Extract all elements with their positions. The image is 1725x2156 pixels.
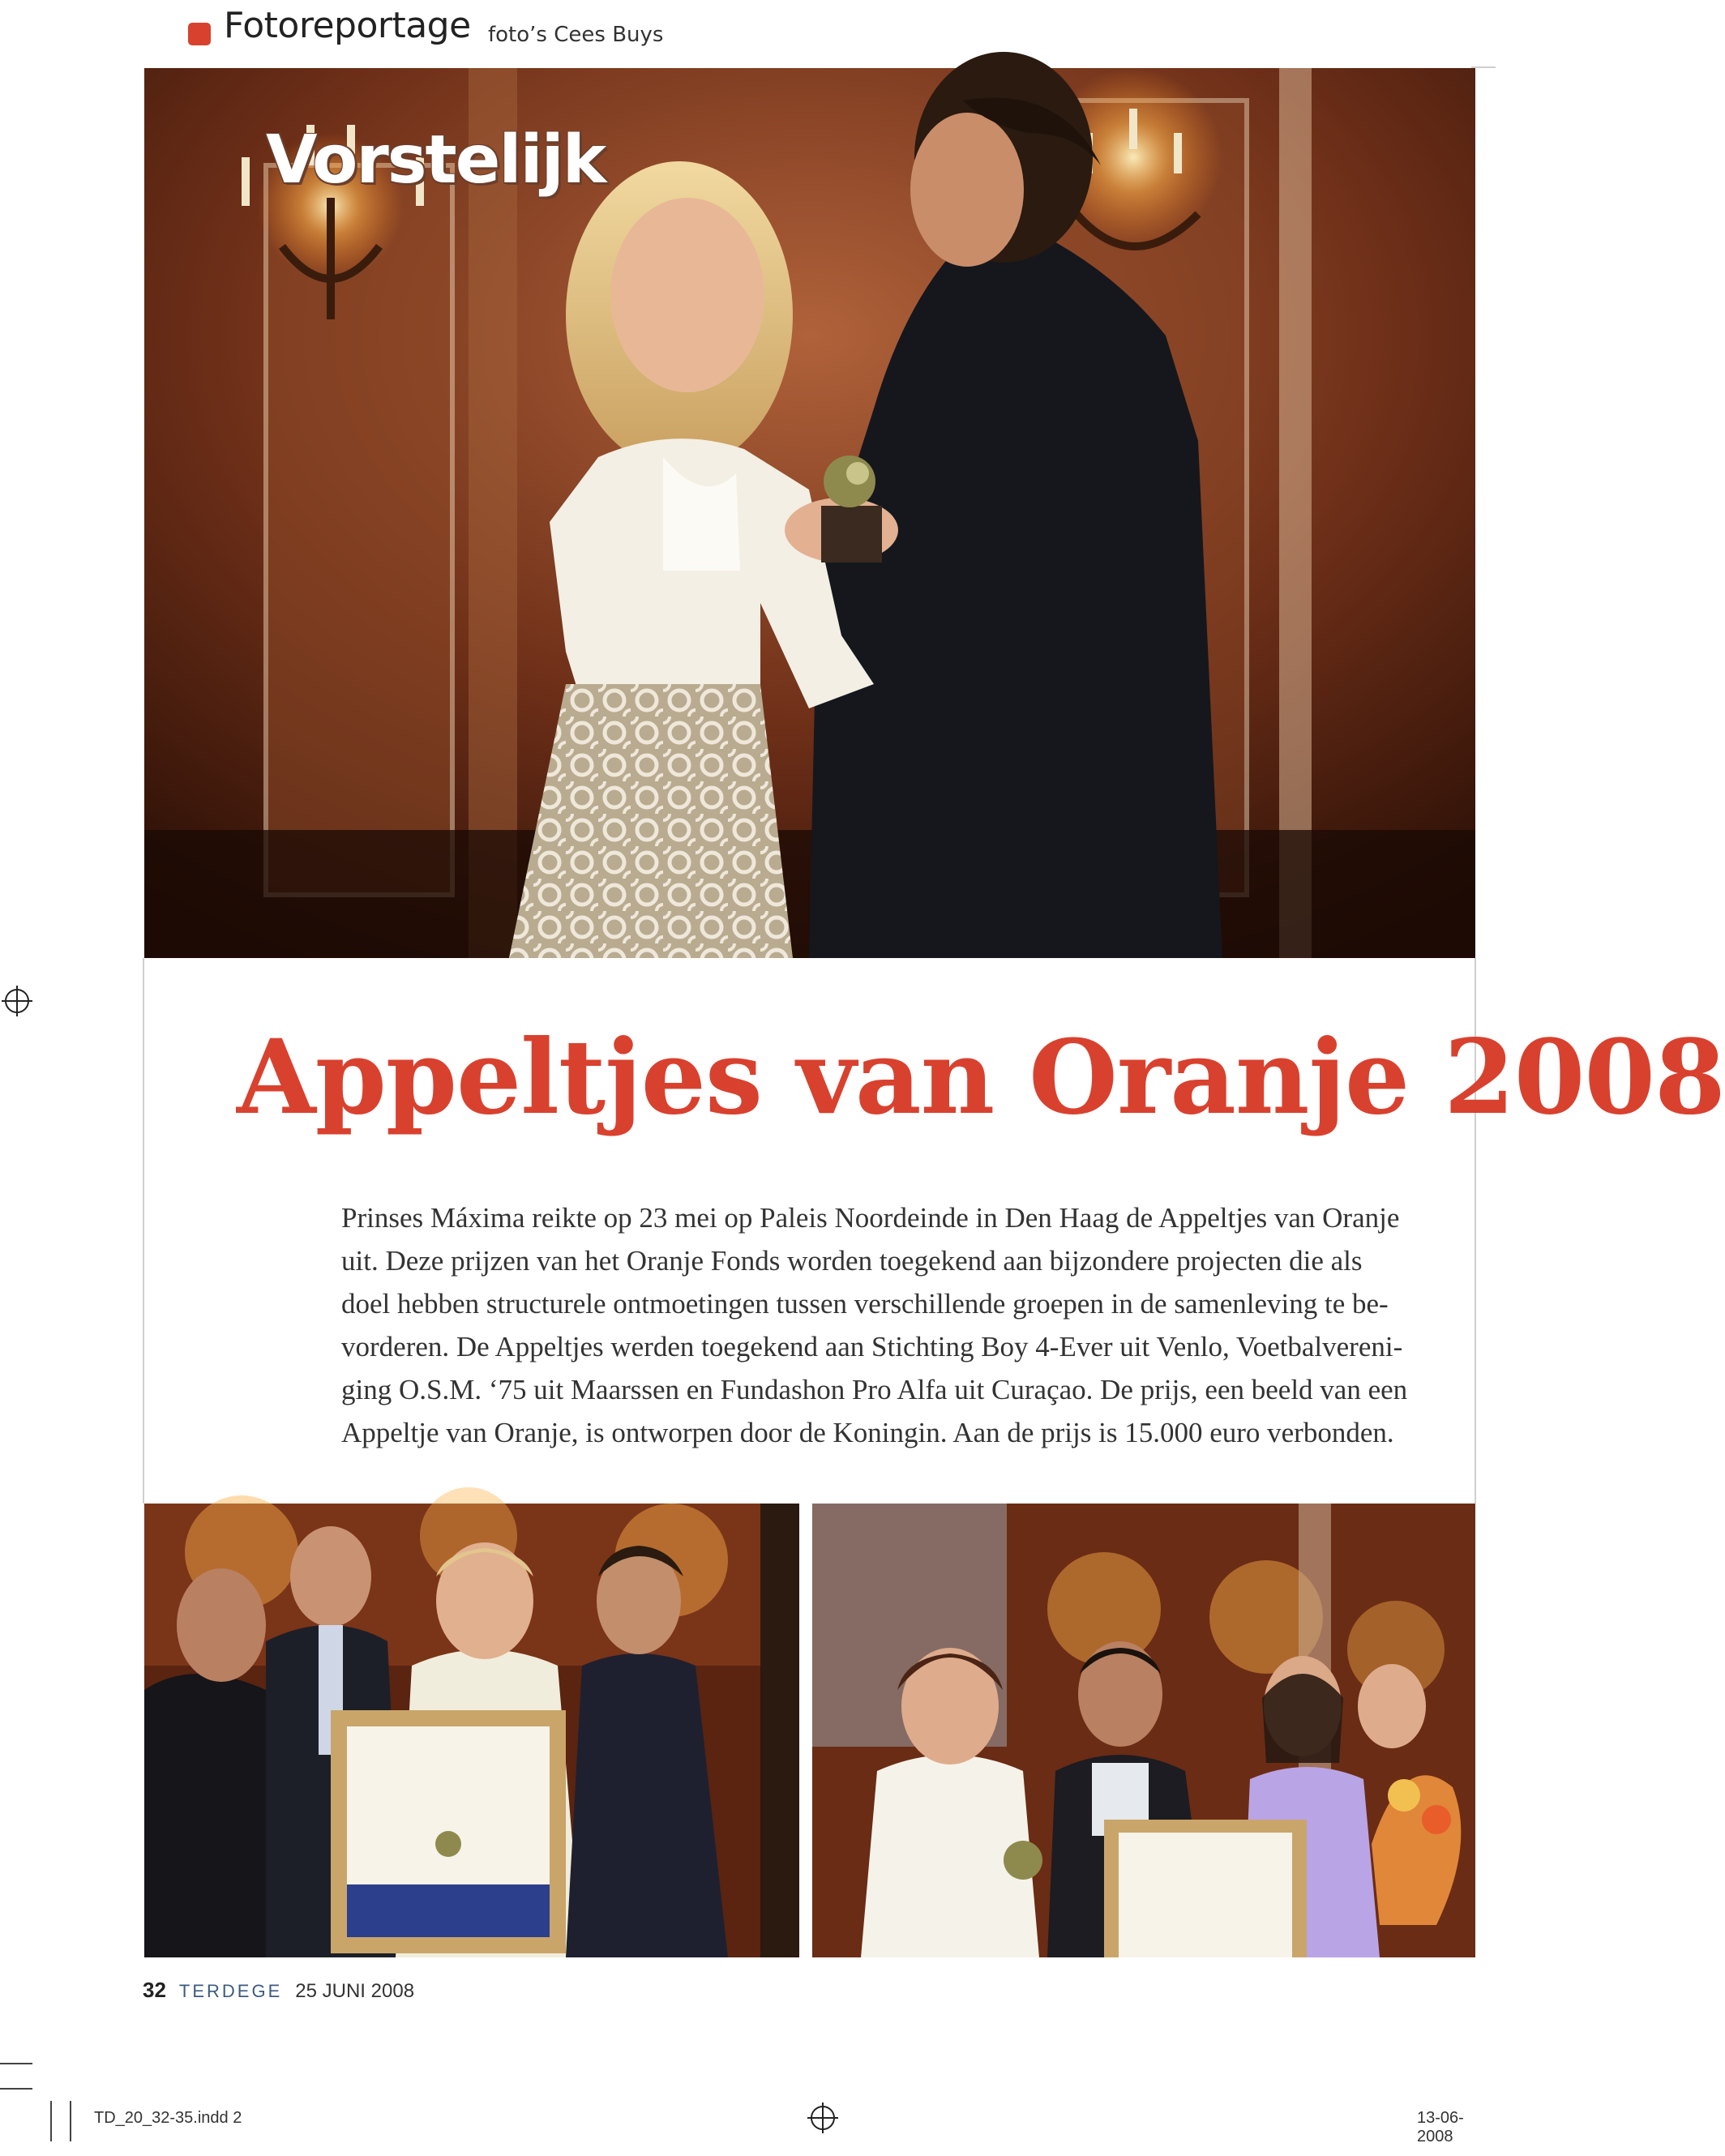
registration-mark-icon <box>811 2106 835 2130</box>
frame-divider <box>143 958 144 1504</box>
crop-mark <box>0 2063 32 2064</box>
magazine-name: TERDEGE <box>178 1981 283 2001</box>
article-body <box>341 1196 1476 1454</box>
crop-mark <box>70 2101 71 2141</box>
photo-credit: foto’s Cees Buys <box>488 23 664 47</box>
photo-award-group-2 <box>812 1504 1475 1957</box>
photo-illustration <box>144 1504 799 1957</box>
page-number: 32 <box>143 1978 166 2002</box>
body-line: uit. Deze prijzen van het Oranje Fonds worden toegekend aan bijzondere projecten die als <box>341 1245 1363 1277</box>
body-line: ging O.S.M. ‘75 uit Maarssen en Fundashon Pro Alfa uit Curaçao. De prijs, een beeld van een <box>341 1374 1408 1405</box>
section-marker <box>188 23 211 45</box>
hero-photo <box>144 68 1475 958</box>
slug-date: 13-06-2008 <box>1417 2109 1464 2145</box>
photo-illustration <box>812 1504 1475 1957</box>
photo-award-group-1 <box>144 1504 799 1957</box>
section-title: Fotoreportage <box>224 5 471 46</box>
crop-mark <box>50 2101 52 2141</box>
slug-filename: TD_20_32-35.indd 2 <box>94 2109 242 2127</box>
body-line: vorderen. De Appeltjes werden toegekend aan Stichting Boy 4-Ever uit Venlo, Voetbalvereni- <box>341 1331 1403 1362</box>
issue-date: 25 JUNI 2008 <box>295 1980 415 2002</box>
article-headline: Appeltjes van Oranje 2008 <box>237 1017 1725 1137</box>
body-line: Appeltje van Oranje, is ontworpen door de Koningin. Aan de prijs is 15.000 euro verbonden. <box>341 1417 1394 1448</box>
photo-kicker: Vorstelijk <box>266 122 606 199</box>
registration-mark-icon <box>5 989 29 1013</box>
hero-photo-illustration <box>144 68 1475 958</box>
crop-mark <box>0 2088 32 2090</box>
body-line: Prinses Máxima reikte op 23 mei op Paleis Noordeinde in Den Haag de Appeltjes van Oranje <box>341 1202 1400 1234</box>
body-line: doel hebben structurele ontmoetingen tussen verschillende groepen in de samenleving te be- <box>341 1288 1389 1320</box>
page-folio <box>143 1978 414 2003</box>
